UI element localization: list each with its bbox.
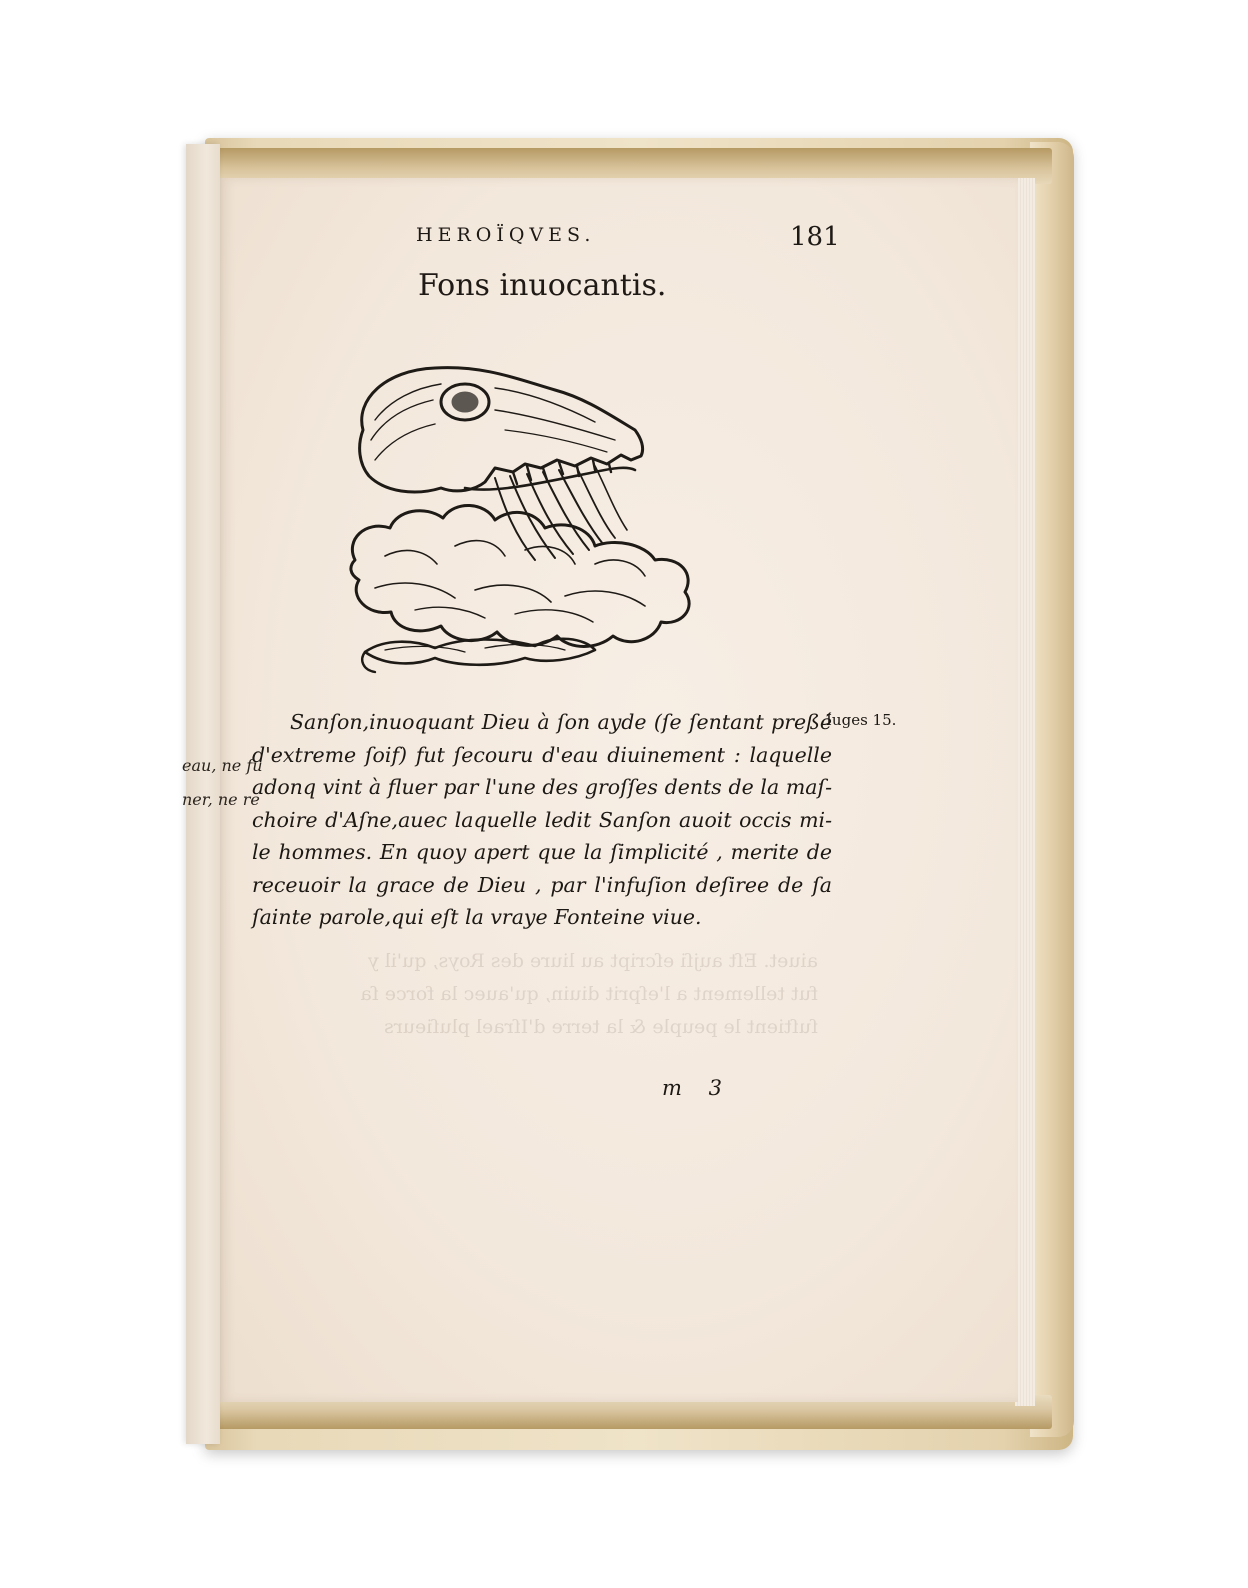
binding-fore-edge: [1030, 142, 1074, 1437]
body-line: d'extreme ſoif) fut ſecouru d'eau diuinement : laquelle: [252, 742, 832, 767]
body-line: receuoir la grace de Dieu , par l'infuſion deſiree de ſa: [252, 872, 832, 897]
emblem-motto: Fons inuocantis.: [418, 268, 667, 303]
body-line: choire d'Aſne,auec laquelle ledit Sanſon auoit occis mi-: [252, 807, 832, 832]
body-line: Sanſon,inuoquant Dieu à ſon ayde (ſe ſentant preßé: [290, 710, 832, 734]
left-leaf-fragment: ner, ne re: [182, 790, 260, 809]
body-line: adonq vint à fluer par l'une des groſſes dents de la maſ-: [252, 775, 832, 799]
page-edges: [1015, 178, 1035, 1406]
left-leaf: [182, 144, 263, 1444]
body-line: le hommes. En quoy apert que la ſimplicité , merite de: [252, 840, 832, 864]
jawbone-skull-woodcut-icon: [345, 360, 700, 680]
emblem-body-text: [252, 706, 832, 934]
page-number: 181: [790, 222, 840, 252]
running-head: HEROÏQVES.: [416, 224, 596, 246]
body-line: ſainte parole,qui eſt la vraye Fonteine viue.: [252, 905, 702, 929]
show-through-text: aiuet. Eſt aujſi eſcript au liure des Roys, qu'il y fut tellement a l'eſprit diuin, qu'auec la force ſa ſuſtient le peuple & la terre d'Iſrael pluſieurs: [360, 950, 818, 1038]
margin-reference: Iuges 15.: [826, 711, 897, 729]
signature-mark: m 3: [662, 1076, 732, 1100]
left-leaf-fragment: eau, ne fu: [182, 756, 263, 775]
